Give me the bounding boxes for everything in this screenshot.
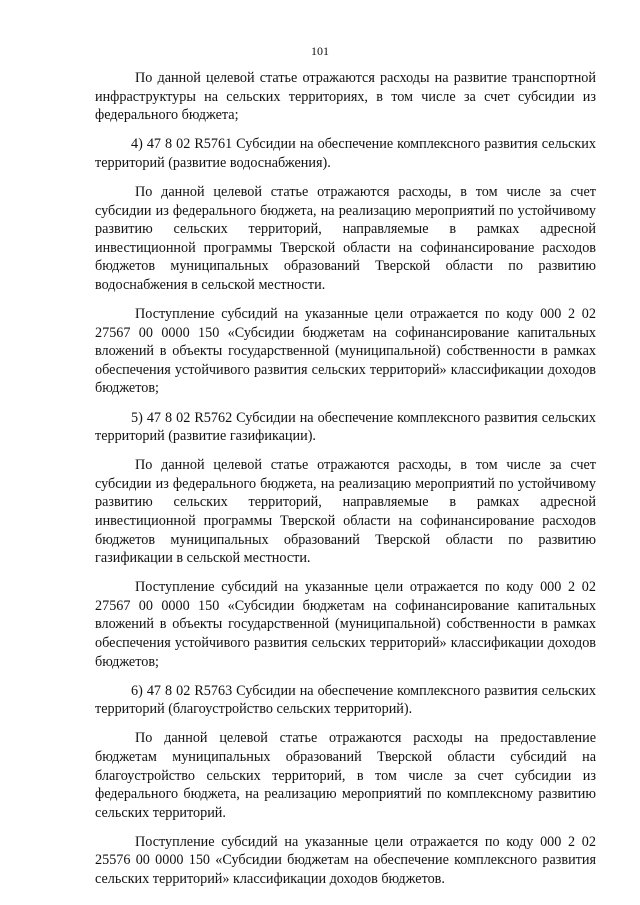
page-number: 101 (311, 44, 329, 58)
list-item-heading: 6) 47 8 02 R5763 Субсидии на обеспечение комплексного развития сельских территорий (благоустройство сельских территорий). (95, 682, 596, 718)
paragraph: Поступление субсидий на указанные цели отражается по коду 000 2 02 27567 00 0000 150 «Субсидии бюджетам на софинансирование капитальных вложений в объекты государственной (муниципальной) собственности в рамках обеспечения устойчивого развития сельских территорий» классификации доходов бюджетов; (95, 306, 596, 397)
paragraph: По данной целевой статье отражаются расходы на развитие транспортной инфраструктуры на сельских территориях, в том числе за счет субсидии из федерального бюджета; (95, 70, 596, 124)
paragraph: Поступление субсидий на указанные цели отражается по коду 000 2 02 25576 00 0000 150 «Субсидии бюджетам на обеспечение комплексного развития сельских территорий» классификации доходов бюджетов. (95, 833, 596, 888)
paragraph: По данной целевой статье отражаются расходы на предоставление бюджетам муниципальных образований Тверской области субсидий на благоустройство сельских территорий, в том числе за счет субсидии из федерального бюджета, на реализацию мероприятий по комплексному развитию сельских территорий. (95, 730, 596, 821)
document-body (95, 69, 596, 899)
list-item-heading: 4) 47 8 02 R5761 Субсидии на обеспечение комплексного развития сельских территорий (развитие водоснабжения). (95, 136, 596, 171)
paragraph: Поступление субсидий на указанные цели отражается по коду 000 2 02 27567 00 0000 150 «Субсидии бюджетам на софинансирование капитальных вложений в объекты государственной (муниципальной) собственности в рамках обеспечения устойчивого развития сельских территорий» классификации доходов бюджетов; (95, 579, 596, 670)
list-item-heading: 5) 47 8 02 R5762 Субсидии на обеспечение комплексного развития сельских территорий (развитие газификации). (95, 409, 596, 445)
paragraph: По данной целевой статье отражаются расходы, в том числе за счет субсидии из федерального бюджета, на реализацию мероприятий по устойчивому развитию сельских территорий, направляемые в рамках адресной инвестиционной программы Тверской области на софинансирование расходов бюджетов муниципальных образований Тверской области по развитию газификации в сельской местности. (95, 457, 596, 567)
paragraph: По данной целевой статье отражаются расходы, в том числе за счет субсидии из федерального бюджета, на реализацию мероприятий по устойчивому развитию сельских территорий, направляемые в рамках адресной инвестиционной программы Тверской области на софинансирование расходов бюджетов муниципальных образований Тверской области по развитию водоснабжения в сельской местности. (95, 183, 596, 293)
